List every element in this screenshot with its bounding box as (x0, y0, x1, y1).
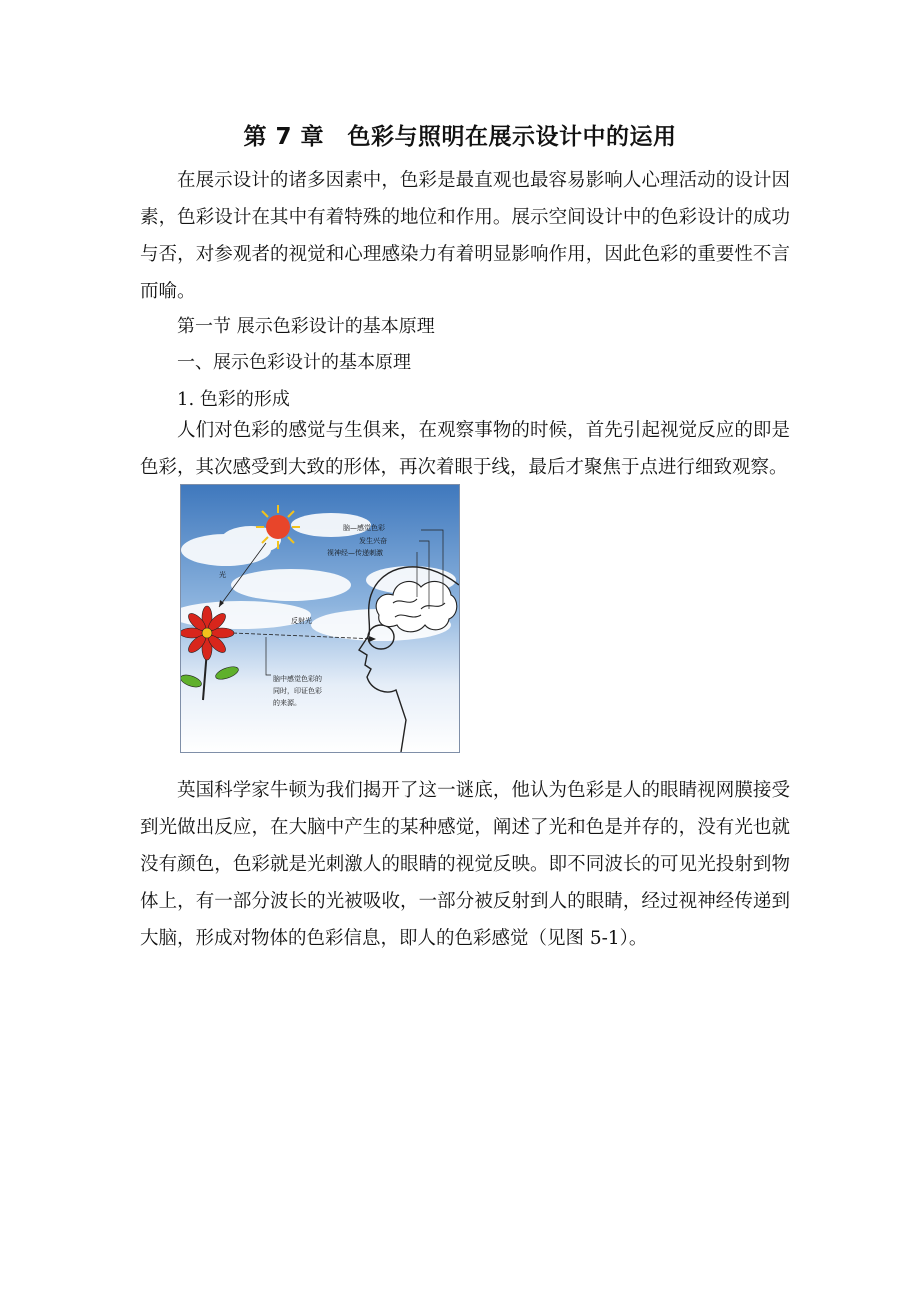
figure-illustration (181, 485, 459, 752)
section-heading: 第一节 展示色彩设计的基本原理 (177, 316, 435, 337)
reflected-light-label: 反射光 (291, 617, 312, 625)
item-heading: 1. 色彩的形成 (177, 389, 290, 410)
sun-icon (256, 505, 300, 549)
caption-line-3: 的来源。 (273, 699, 301, 707)
brain-perceive-label: 脑—感觉色彩 (343, 524, 385, 532)
paragraph-newton: 英国科学家牛顿为我们揭开了这一谜底，他认为色彩是人的眼睛视网膜接受到光做出反应，在大脑中产生的某种感觉，阐述了光和色是并存的，没有光也就没有颜色，色彩就是光刺激人的眼睛的视觉反映。即不同波长的可见光投射到物体上，有一部分波长的光被吸收，一部分被反射到人的眼睛，经过视神经传递到大脑，形成对物体的色彩信息，即人的色彩感觉（见图 5-1）。 (140, 780, 790, 949)
light-label: 光 (219, 571, 226, 579)
caption-line-1: 脑中感觉色彩的 (273, 675, 322, 683)
caption-line-2: 同时，印证色彩 (273, 687, 322, 695)
excite-label: 发生兴奋 (359, 537, 387, 545)
subsection-heading: 一、展示色彩设计的基本原理 (177, 352, 411, 373)
optic-nerve-label: 视神经—传递刺激 (327, 549, 383, 557)
paragraph-color-perception: 人们对色彩的感觉与生俱来，在观察事物的时候，首先引起视觉反应的即是色彩，其次感受到大致的形体，再次着眼于线，最后才聚焦于点进行细致观察。 (140, 420, 790, 478)
color-perception-figure (180, 484, 460, 753)
chapter-title: 第 7 章 色彩与照明在展示设计中的运用 (243, 124, 677, 150)
intro-paragraph: 在展示设计的诸多因素中，色彩是最直观也最容易影响人心理活动的设计因素，色彩设计在其中有着特殊的地位和作用。展示空间设计中的色彩设计的成功与否，对参观者的视觉和心理感染力有着明显影响作用，因此色彩的重要性不言而喻。 (140, 170, 790, 302)
